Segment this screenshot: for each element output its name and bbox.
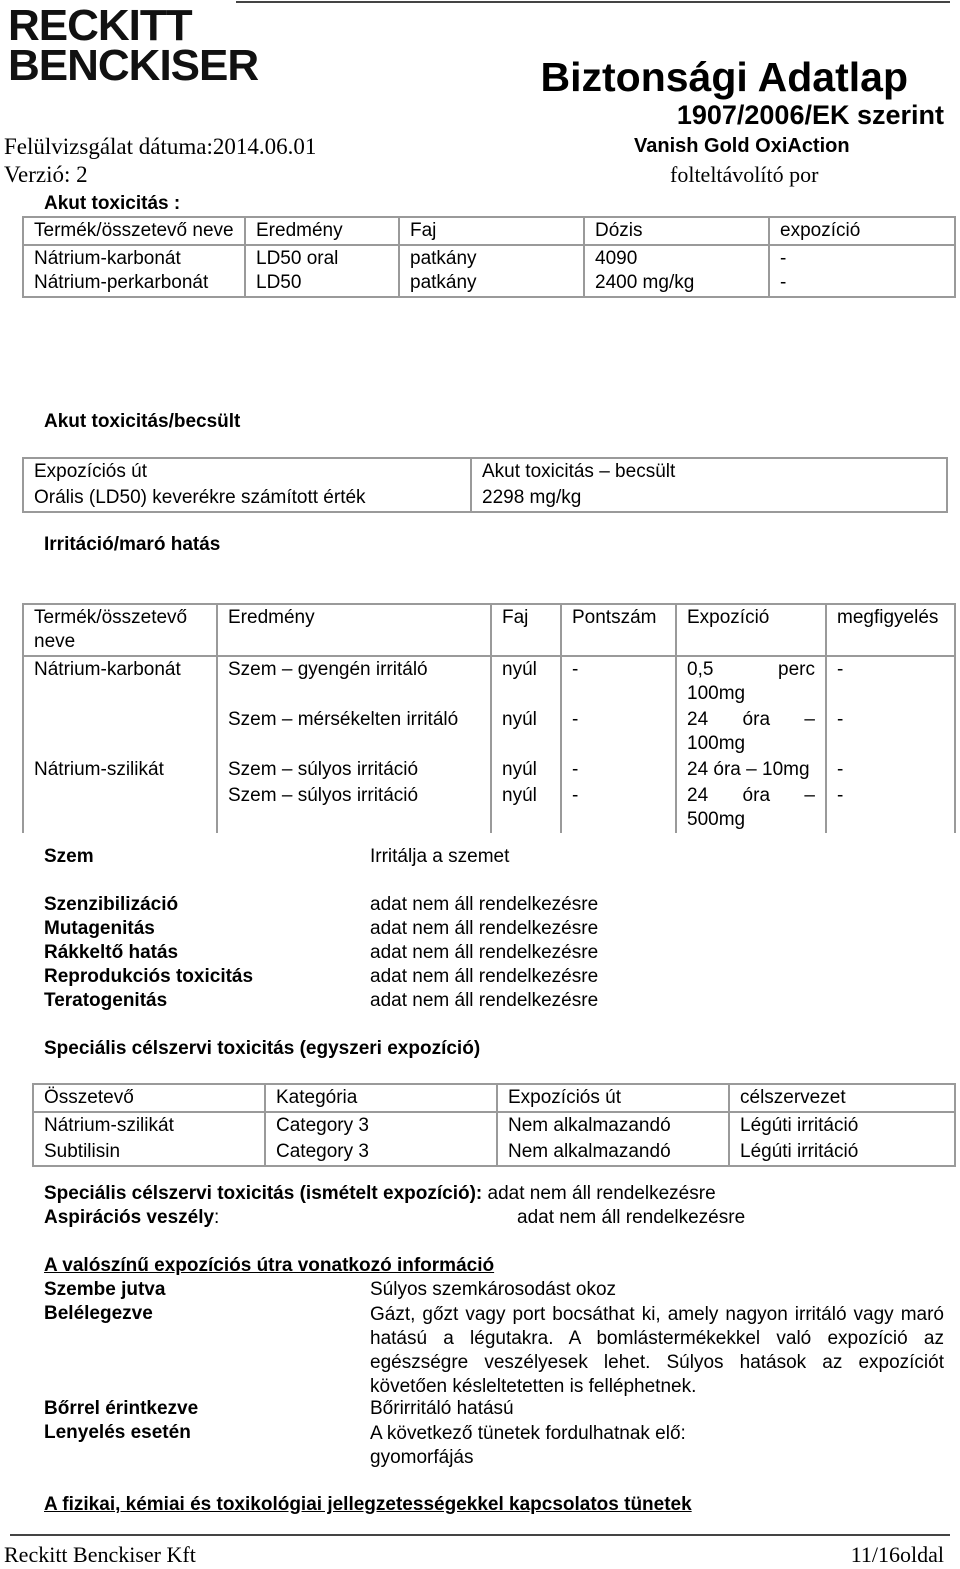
aspiration-value: adat nem áll rendelkezésre (517, 1207, 746, 1228)
table-header-row (23, 604, 955, 656)
table-cell (23, 707, 217, 757)
table-header-cell: Expozíciós út (23, 458, 471, 485)
table-cell: Nátrium-szilikát (23, 757, 217, 783)
eye-value: Irritálja a szemet (370, 846, 510, 867)
table-header-cell: Expozíció (676, 604, 826, 656)
footer-rule (10, 1534, 950, 1536)
table-cell: nyúl (491, 757, 561, 783)
logo-line-1: RECKITT (8, 1, 192, 50)
table-header-cell: Dózis (584, 217, 769, 245)
table-cell: Category 3 (265, 1112, 497, 1139)
table-header-row (23, 458, 947, 485)
table-cell (23, 783, 217, 833)
table-cell: Légúti irritáció (729, 1112, 955, 1139)
route-value: A következő tünetek fordulhatnak elő: gyomorfájás (370, 1423, 686, 1468)
table-cell: nyúl (491, 707, 561, 757)
company-logo (8, 1, 259, 90)
effect-value: adat nem áll rendelkezésre (370, 966, 599, 987)
table-cell: nyúl (491, 783, 561, 833)
route-value: Bőrirritáló hatású (370, 1398, 514, 1419)
irritation-table (22, 603, 956, 833)
table-row (23, 485, 947, 512)
route-label: Belélegezve (44, 1303, 153, 1324)
table-cell: Nátrium-szilikát (33, 1112, 265, 1139)
stot-single-heading: Speciális célszervi toxicitás (egyszeri expozíció) (44, 1038, 481, 1059)
acute-estimated-table (22, 457, 948, 513)
table-row (23, 757, 955, 783)
table-header-cell: Kategória (265, 1084, 497, 1112)
irritation-heading: Irritáció/maró hatás (44, 534, 221, 555)
table-cell: - (826, 783, 955, 833)
footer-company: Reckitt Benckiser Kft (4, 1542, 196, 1567)
table-row (23, 707, 955, 757)
effect-label: Rákkeltő hatás (44, 942, 179, 963)
effect-value: adat nem áll rendelkezésre (370, 942, 599, 963)
exposure-routes-heading: A valószínű expozíciós útra vonatkozó információ (44, 1255, 495, 1276)
table-cell: - - (769, 245, 955, 297)
table-cell: Légúti irritáció (729, 1139, 955, 1166)
table-header-cell: Eredmény (217, 604, 491, 656)
aspiration-line (44, 1207, 219, 1229)
table-header-row (23, 217, 955, 245)
table-cell: - (561, 783, 676, 833)
version: Verzió: 2 (4, 162, 88, 187)
table-cell: Nátrium-karbonát Nátrium-perkarbonát (23, 245, 245, 297)
table-header-cell: Eredmény (245, 217, 399, 245)
table-cell: Szem – súlyos irritáció (217, 783, 491, 833)
table-cell: - (561, 757, 676, 783)
table-header-cell: expozíció (769, 217, 955, 245)
eye-label: Szem (44, 846, 94, 867)
route-value: Súlyos szemkárosodást okoz (370, 1279, 617, 1300)
effect-label: Mutagenitás (44, 918, 155, 939)
acute-estimated-heading: Akut toxicitás/becsült (44, 411, 241, 432)
table-row (33, 1139, 955, 1166)
table-cell: Nem alkalmazandó (497, 1139, 729, 1166)
table-cell: Szem – súlyos irritáció (217, 757, 491, 783)
acute-toxicity-table (22, 216, 956, 298)
table-row (33, 1112, 955, 1139)
aspiration-colon: : (214, 1207, 220, 1228)
route-value: Gázt, gőzt vagy port bocsáthat ki, amely nagyon irritáló vagy maró hatású a légutakra. A bomlástermékekkel való expozíció az egészségre veszélyesek lehet. Súlyos hatások az expozíciót követően késleltetetten is felléphetnek. (370, 1304, 944, 1397)
table-cell: 0,5 perc 100mg (676, 656, 826, 707)
header-rule (236, 1, 950, 3)
table-header-cell: Termék/összetevő neve (23, 604, 217, 656)
route-label: Bőrrel érintkezve (44, 1398, 199, 1419)
table-cell: Category 3 (265, 1139, 497, 1166)
footer-page-number: 11/16oldal (850, 1542, 944, 1567)
table-cell: - (561, 707, 676, 757)
product-type: folteltávolító por (670, 162, 819, 187)
table-cell: Orális (LD50) keverékre számított érték (23, 485, 471, 512)
table-cell: Szem – mérsékelten irritáló (217, 707, 491, 757)
table-cell: 4090 2400 mg/kg (584, 245, 769, 297)
table-cell: 2298 mg/kg (471, 485, 947, 512)
table-header-cell: Faj (399, 217, 584, 245)
table-cell: LD50 oral LD50 (245, 245, 399, 297)
table-header-cell: Pontszám (561, 604, 676, 656)
table-cell: Nátrium-karbonát (23, 656, 217, 707)
route-label: Lenyelés esetén (44, 1422, 191, 1443)
table-cell: patkány patkány (399, 245, 584, 297)
logo-line-2: BENCKISER (8, 41, 259, 90)
route-label: Szembe jutva (44, 1279, 166, 1300)
acute-toxicity-heading: Akut toxicitás : (44, 193, 181, 214)
effect-label: Szenzibilizáció (44, 894, 179, 915)
table-cell: nyúl (491, 656, 561, 707)
effect-value: adat nem áll rendelkezésre (370, 990, 599, 1011)
table-cell: Nem alkalmazandó (497, 1112, 729, 1139)
regulation-reference: 1907/2006/EK szerint (676, 100, 944, 130)
aspiration-label: Aspirációs veszély (44, 1207, 215, 1228)
table-header-cell: Összetevő (33, 1084, 265, 1112)
review-date: Felülvizsgálat dátuma:2014.06.01 (4, 134, 317, 159)
table-cell: Szem – gyengén irritáló (217, 656, 491, 707)
stot-repeated-value: adat nem áll rendelkezésre (487, 1183, 716, 1204)
table-header-cell: megfigyelés (826, 604, 955, 656)
product-name: Vanish Gold OxiAction (634, 135, 850, 157)
table-cell: - (826, 656, 955, 707)
table-cell: 24 óra – 500mg (676, 783, 826, 833)
table-cell: - (826, 757, 955, 783)
stot-repeated-line (44, 1183, 716, 1205)
effect-label: Teratogenitás (44, 990, 168, 1011)
table-cell: - (826, 707, 955, 757)
effect-value: adat nem áll rendelkezésre (370, 894, 599, 915)
table-row (23, 656, 955, 707)
table-cell: 24 óra – 100mg (676, 707, 826, 757)
table-row (23, 783, 955, 833)
table-cell: Subtilisin (33, 1139, 265, 1166)
table-cell: - (561, 656, 676, 707)
table-row (23, 245, 955, 297)
stot-single-table (32, 1083, 956, 1167)
symptoms-heading: A fizikai, kémiai és toxikológiai jellegzetességekkel kapcsolatos tünetek (44, 1494, 692, 1515)
table-header-cell: Termék/összetevő neve (23, 217, 245, 245)
table-header-cell: Faj (491, 604, 561, 656)
document-title: Biztonsági Adatlap (540, 54, 908, 100)
stot-repeated-label: Speciális célszervi toxicitás (ismételt expozíció): (44, 1183, 483, 1204)
effect-value: adat nem áll rendelkezésre (370, 918, 599, 939)
table-header-cell: Akut toxicitás – becsült (471, 458, 947, 485)
effect-label: Reprodukciós toxicitás (44, 966, 254, 987)
table-header-cell: célszervezet (729, 1084, 955, 1112)
table-header-cell: Expozíciós út (497, 1084, 729, 1112)
table-header-row (33, 1084, 955, 1112)
table-cell: 24 óra – 10mg (676, 757, 826, 783)
